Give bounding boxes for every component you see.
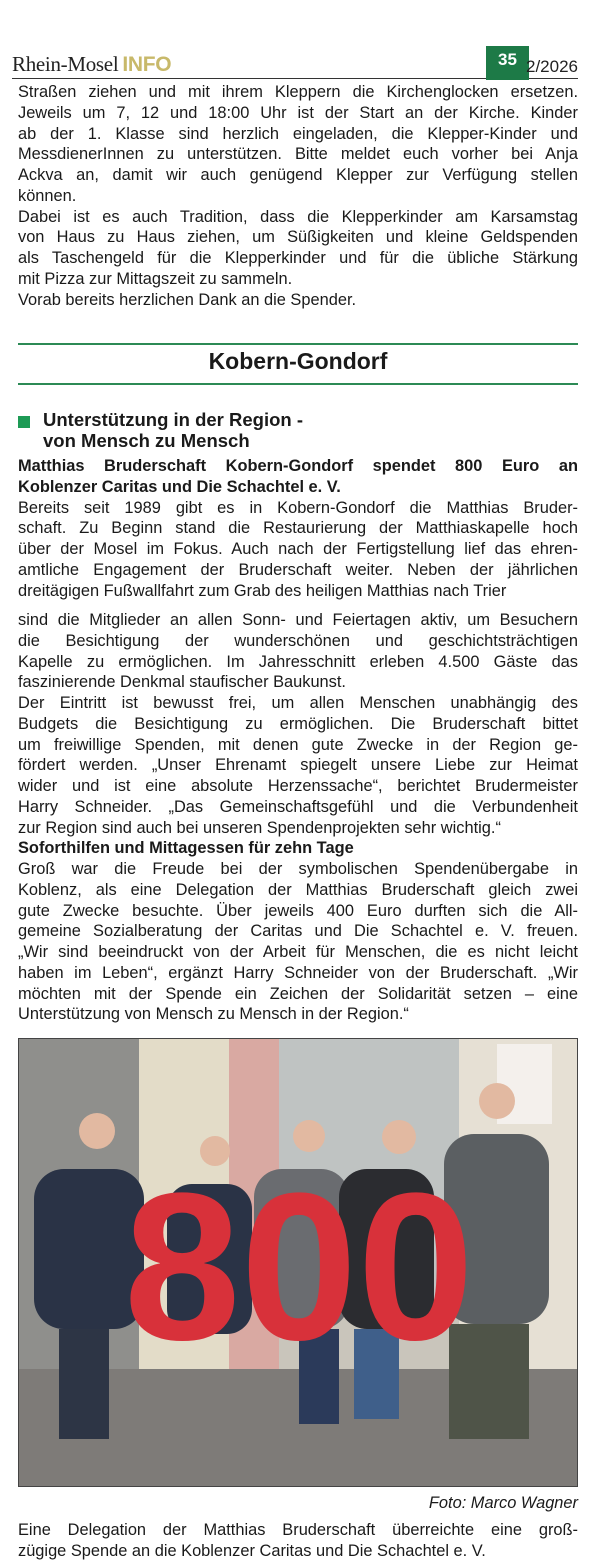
- page-number: 35: [486, 46, 529, 80]
- photo-credit: Foto: Marco Wagner: [428, 1494, 578, 1512]
- text-line: Straßen ziehen und mit ihrem Kleppern die Kirchenglocken ersetzen.: [18, 83, 578, 101]
- text-line: als Taschengeld für die Klepperkinder und für die übliche Stärkung: [18, 249, 578, 267]
- brand-accent: INFO: [122, 53, 172, 76]
- text-line: gemeine Sozialberatung der Caritas und Die Schachtel e. V. freuen.: [18, 922, 578, 941]
- text-line: Harry Schneider. „Das Gemeinschaftsgefühl und die Verbundenheit: [18, 797, 578, 816]
- text-line: Jeweils um 7, 12 und 18:00 Uhr ist der Start an der Kirche. Kinder: [18, 103, 578, 122]
- text-line: Soforthilfen und Mittagessen für zehn Tage: [18, 839, 354, 858]
- text-line: MessdienerInnen zu unterstützen. Bitte meldet euch vorher bei Anja: [18, 145, 578, 164]
- text-line: Koblenz, als eine Delegation der Matthias Bruderschaft gleich zwei: [18, 880, 578, 899]
- text-line: Budgets die Besichtigung zu ermöglichen. Die Bruderschaft bittet: [18, 714, 578, 733]
- text-line: „Wir sind beeindruckt von der Arbeit für Menschen, die es nicht leicht: [18, 943, 578, 961]
- text-line: mit Pizza zur Mittagszeit zu sammeln.: [18, 269, 293, 288]
- article-body-2: [18, 610, 578, 1025]
- text-line: Koblenzer Caritas und Die Schachtel e. V.: [18, 477, 341, 496]
- text-line: Groß war die Freude bei der symbolischen Spendenübergabe in: [18, 860, 578, 878]
- text-line: Eine Delegation der Matthias Bruderschaft überreichte eine groß-: [18, 1521, 578, 1539]
- text-line: dreitägigen Fußwallfahrt zum Grab des heiligen Matthias nach Trier: [18, 581, 507, 600]
- text-line: fördert werden. „Unser Ehrenamt spiegelt unsere Liebe zur Heimat: [18, 756, 578, 775]
- text-line: Der Eintritt ist bewusst frei, um allen Menschen unabhängig des: [18, 694, 578, 712]
- bullet-square-icon: [18, 416, 30, 428]
- text-line: über der Mosel im Fokus. Auch nach der Fertigstellung lief das ehren-: [18, 540, 578, 558]
- section-divider-top: [18, 343, 578, 345]
- text-line: Dabei ist es auch Tradition, dass die Klepperkinder am Karsamstag: [18, 207, 578, 226]
- text-line: zur Region sind auch bei unseren Spendenprojekten sehr wichtig.“: [18, 818, 501, 837]
- text-line: schaft. Zu Beginn stand die Restaurierung der Matthiaskapelle hoch: [18, 519, 578, 538]
- article-photo: [18, 1038, 578, 1487]
- section-divider-bottom: [18, 383, 578, 385]
- text-line: zügige Spende an die Koblenzer Caritas und Die Schachtel e. V.: [18, 1541, 486, 1560]
- donation-sign-800: 800: [123, 1149, 475, 1384]
- photo-illustration: [19, 1039, 578, 1487]
- headline-line: von Mensch zu Mensch: [43, 430, 250, 451]
- text-line: wider und ist eine absolute Herzenssache“, berichtet Brudermeister: [18, 777, 578, 795]
- text-line: Unterstützung von Mensch zu Mensch in der Region.“: [18, 1005, 409, 1024]
- text-line: von Haus zu Haus ziehen, um Süßigkeiten und kleine Geldspenden: [18, 228, 578, 247]
- text-line: Kapelle zu ermöglichen. Im Jahresschnitt erleben 4.500 Gäste das: [18, 652, 578, 671]
- issue-number: 2/2026: [526, 57, 578, 76]
- text-line: faszinierende Denkmal staufischer Baukunst.: [18, 673, 346, 692]
- article-body-1: [18, 456, 578, 601]
- text-line: amtliche Engagement der Bruderschaft weiter. Neben der jährlichen: [18, 560, 578, 579]
- page-header: [12, 48, 578, 79]
- text-line: haben im Leben“, ergänzt Harry Schneider von der Bruderschaft. „Wir: [18, 963, 578, 982]
- intro-text: [18, 82, 578, 310]
- text-line: Ackva an, damit wir auch genügend Klepper zur Verfügung stellen: [18, 166, 578, 184]
- brand-name: Rhein-Mosel: [12, 52, 119, 76]
- text-line: Bereits seit 1989 gibt es in Kobern-Gondorf die Matthias Bruder-: [18, 498, 578, 517]
- text-line: die Besichtigung der wunderschönen und geschichtsträchtigen: [18, 631, 578, 650]
- text-line: Matthias Bruderschaft Kobern-Gondorf spendet 800 Euro an: [18, 457, 578, 475]
- text-line: ab der 1. Klasse sind herzlich eingeladen, die Klepper-Kinder und: [18, 124, 578, 143]
- text-line: gute Zwecke besuchte. Über jeweils 400 Euro durften sich die All-: [18, 901, 578, 920]
- text-line: können.: [18, 186, 77, 205]
- text-line: Vorab bereits herzlichen Dank an die Spender.: [18, 290, 357, 309]
- headline-line: Unterstützung in der Region -: [43, 409, 304, 430]
- photo-caption: [18, 1520, 578, 1562]
- text-line: sind die Mitglieder an allen Sonn- und Feiertagen aktiv, um Besuchern: [18, 611, 578, 629]
- publication-name: [12, 52, 171, 77]
- section-title: Kobern-Gondorf: [208, 348, 388, 374]
- text-line: um freiwillige Spenden, mit denen gute Zwecke in der Region ge-: [18, 735, 578, 754]
- text-line: möchten mit der Spende ein Zeichen der Solidarität setzen – eine: [18, 984, 578, 1003]
